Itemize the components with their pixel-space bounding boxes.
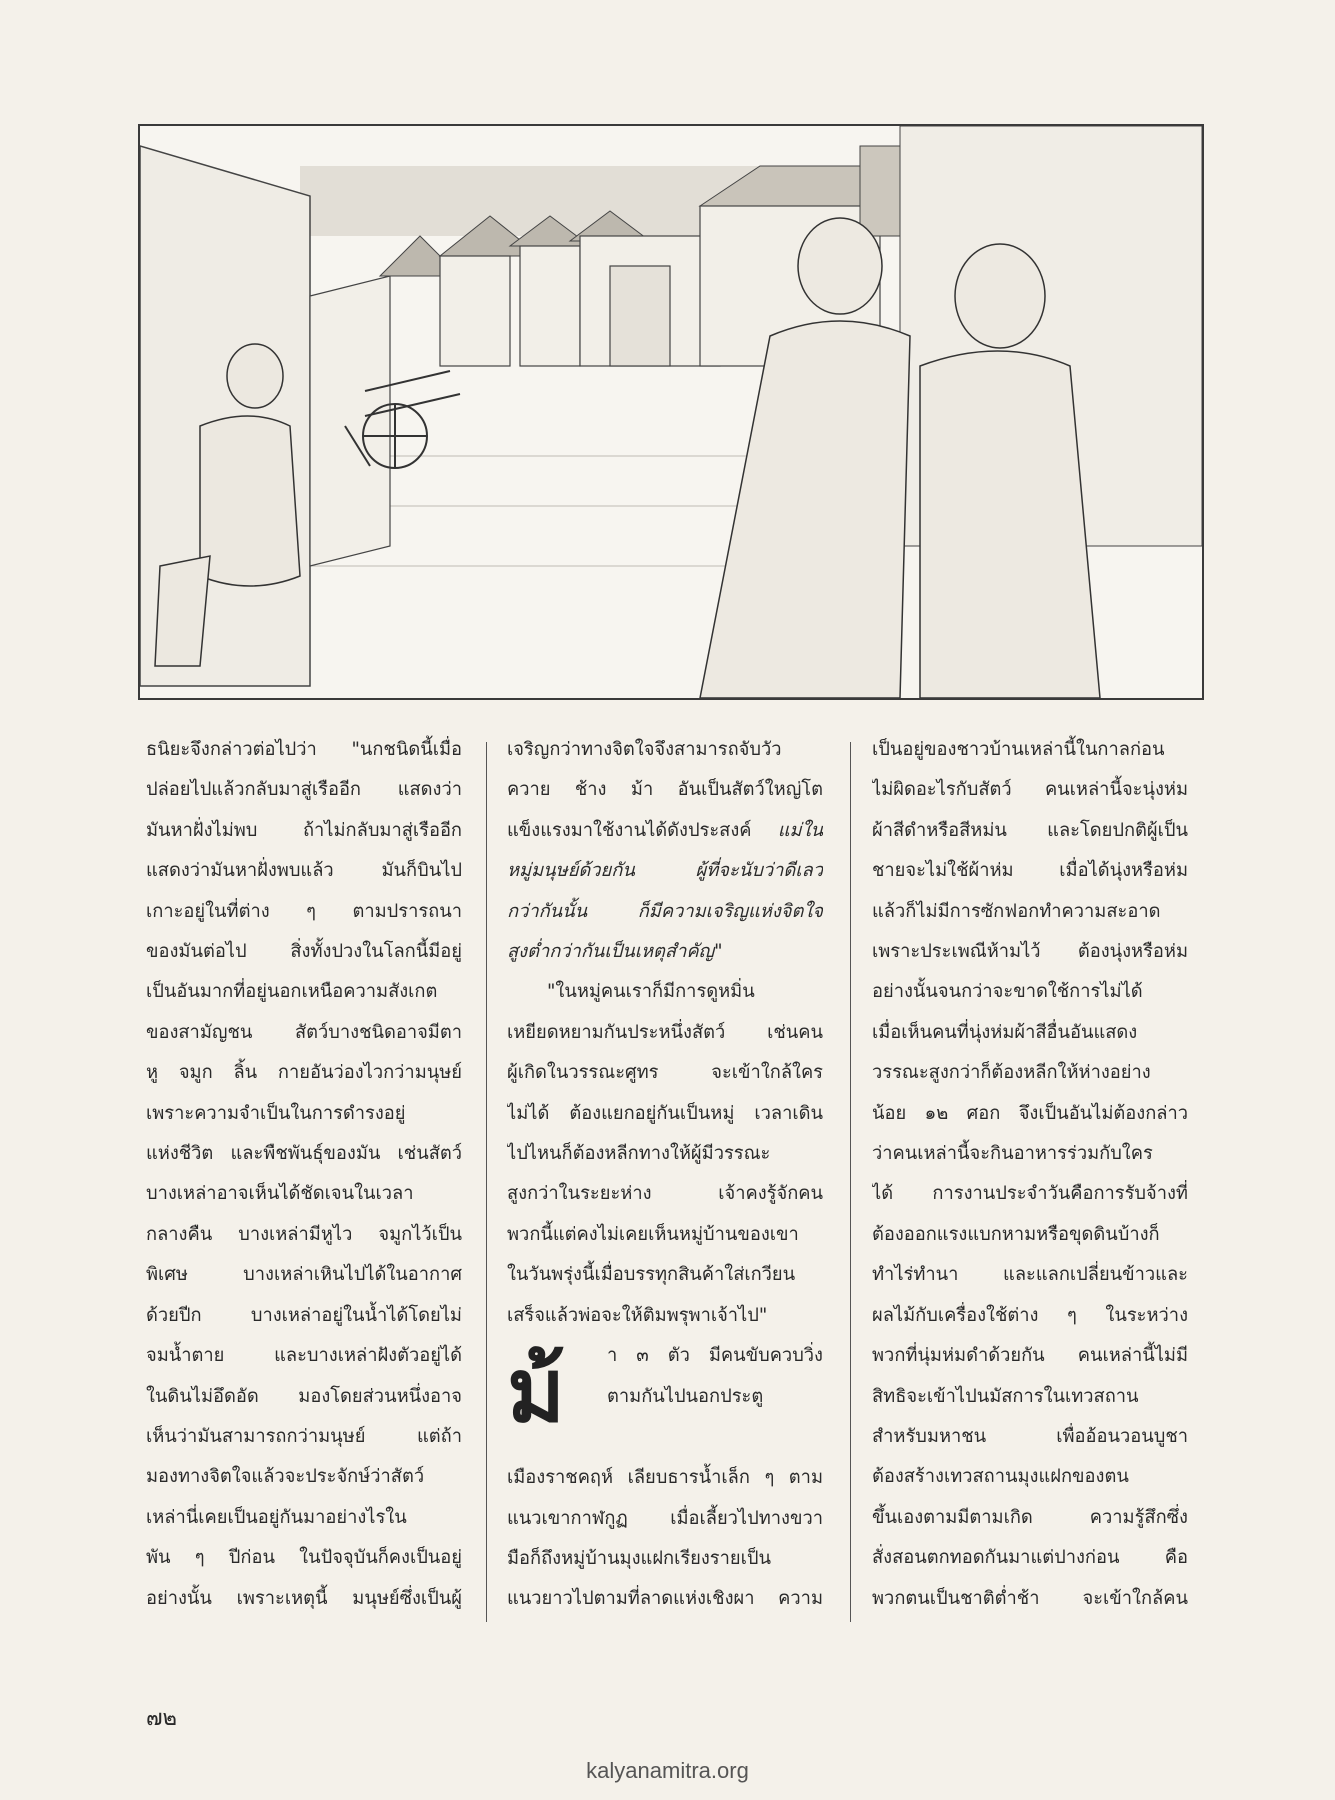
text-line: ตามกันไปนอกประตู [607,1385,764,1407]
text-line: สั่งสอนตกทอดกันมาแต่ปางก่อน คือ [872,1547,1188,1569]
text-line: ธนิยะจึงกล่าวต่อไปว่า "นกชนิดนี้เมื่อ [146,739,462,760]
text-line: ผ้าสีดำหรือสีหม่น และโดยปกติผู้เป็น [872,819,1188,841]
text-line: ต้องออกแรงแบกหามหรือขุดดินบ้างก็ [872,1223,1160,1245]
text-line: มันหาฝั่งไม่พบ ถ้าไม่กลับมาสู่เรืออีก [146,819,462,841]
watermark-link[interactable]: kalyanamitra.org [586,1758,749,1783]
text-line: อย่างนั้น เพราะเหตุนี้ มนุษย์ซึ่งเป็นผู้ [146,1587,462,1609]
text-line: เป็นอยู่ของชาวบ้านเหล่านี้ในกาลก่อน [872,739,1165,760]
text-line: ทำไร่ทำนา และแลกเปลี่ยนข้าวและ [872,1264,1188,1286]
page-number: ๗๒ [146,1706,178,1731]
text-line: ผู้เกิดในวรรณะศูทร จะเข้าใกล้ใคร [507,1062,823,1084]
text-line: แนวยาวไปตามที่ลาดแห่งเชิงผา ความ [507,1588,823,1610]
text-line: แล้วก็ไม่มีการซักฟอกทำความสะอาด [872,900,1161,922]
text-line: ด้วยปีก บางเหล่าอยู่ในน้ำได้โดยไม่ [146,1304,462,1326]
illustration-frame [138,124,1204,700]
text-line: ของมันต่อไป สิ่งทั้งปวงในโลกนี้มีอยู่ [146,941,462,963]
text-line: หู จมูก ลิ้น กายอันว่องไวกว่ามนุษย์ [146,1062,462,1084]
column-divider [486,742,487,1622]
text-line: ในดินไม่อึดอัด มองโดยส่วนหนึ่งอาจ [146,1385,462,1407]
text-line: แนวเขากาฬกูฏ เมื่อเลี้ยวไปทางขวา [507,1507,823,1529]
text-line: พวกที่นุ่มห่มดำด้วยกัน คนเหล่านี้ไม่มี [872,1345,1188,1367]
text-line: ชายจะไม่ใช้ผ้าห่ม เมื่อได้นุ่งหรือห่ม [872,860,1188,882]
text-line: สูงกว่าในระยะห่าง เจ้าคงรู้จักคน [507,1183,823,1205]
text-line: ควาย ช้าง ม้า อันเป็นสัตว์ใหญ่โต [507,779,823,801]
text-line: ต้องสร้างเทวสถานมุงแฝกของตน [872,1466,1129,1488]
text-line: วรรณะสูงกว่าก็ต้องหลีกให้ห่างอย่าง [872,1062,1151,1084]
text-line: มือก็ถึงหมู่บ้านมุงแฝกเรียงรายเป็น [507,1547,771,1569]
text-line: แสดงว่ามันหาฝั่งพบแล้ว มันก็บินไป [146,860,462,882]
text-line: ว่าคนเหล่านี้จะกินอาหารร่วมกับใคร [872,1143,1153,1165]
text-line: พวกตนเป็นชาติต่ำช้า จะเข้าใกล้คน [872,1587,1188,1609]
text-line: ในวันพรุ่งนี้เมื่อบรรทุกสินค้าใส่เกวียน [507,1264,796,1286]
text-line: เมื่อเห็นคนที่นุ่งห่มผ้าสีอื่นอันแสดง [872,1021,1138,1043]
text-line: เพราะประเพณีห้ามไว้ ต้องนุ่งหรือห่ม [872,941,1188,963]
text-line: ผลไม้กับเครื่องใช้ต่าง ๆ ในระหว่าง [872,1304,1188,1326]
dropcap-letter: ม้ [507,1338,566,1443]
italic-line: สูงต่ำกว่ากันเป็นเหตุสำคัญ" [507,941,723,963]
text-line: เพราะความจำเป็นในการดำรงอยู่ [146,1102,406,1124]
text-column-2 [507,730,823,1620]
text-line: เมืองราชคฤห์ เลียบธารน้ำเล็ก ๆ ตาม [507,1467,823,1489]
dropcap-paragraph [507,1336,823,1458]
text-line: ไม่ผิดอะไรกับสัตว์ คนเหล่านี้จะนุ่งห่ม [872,779,1188,801]
text-line: พัน ๆ ปีก่อน ในปัจจุบันก็คงเป็นอยู่ [146,1547,462,1569]
text-line: เกาะอยู่ในที่ต่าง ๆ ตามปรารถนา [146,900,462,922]
text-line: า ๓ ตัว มีคนขับควบวิ่ง [607,1345,823,1367]
text-line: ขึ้นเองตามมีตามเกิด ความรู้สึกซึ่ง [872,1506,1188,1528]
text-line: เป็นอันมากที่อยู่นอกเหนือความสังเกต [146,981,438,1003]
text-line: ไม่ได้ ต้องแยกอยู่กันเป็นหมู่ เวลาเดิน [507,1102,823,1124]
text-line: ปล่อยไปแล้วกลับมาสู่เรืออีก แสดงว่า [146,779,462,801]
italic-line: กว่ากันนั้น ก็มีความเจริญแห่งจิตใจ [507,900,823,922]
text-line: เจริญกว่าทางจิตใจจึงสามารถจับวัว [507,739,782,760]
text-line: พิเศษ บางเหล่าเหินไปได้ในอากาศ [146,1264,462,1286]
text-line: เห็นว่ามันสามารถกว่ามนุษย์ แต่ถ้า [146,1425,462,1447]
text-line: มองทางจิตใจแล้วจะประจักษ์ว่าสัตว์ [146,1466,425,1488]
text-line: พวกนี้แต่คงไม่เคยเห็นหมู่บ้านของเขา [507,1223,799,1245]
text-fragment: แข็งแรงมาใช้งานได้ดังประสงค์ [507,819,752,841]
text-line: อย่างนั้นจนกว่าจะขาดใช้การไม่ได้ [872,981,1143,1003]
text-line: ไปไหนก็ต้องหลีกทางให้ผู้มีวรรณะ [507,1143,771,1165]
text-line: จมน้ำตาย และบางเหล่าฝังตัวอยู่ได้ [146,1345,462,1367]
text-line: ได้ การงานประจำวันคือการรับจ้างที่ [872,1183,1188,1205]
text-line: บางเหล่าอาจเห็นได้ชัดเจนในเวลา [146,1183,414,1205]
text-line: เหยียดหยามกันประหนึ่งสัตว์ เช่นคน [507,1021,823,1043]
text-line: เสร็จแล้วพ่อจะให้ติมพรุพาเจ้าไป" [507,1304,768,1326]
text-line: สิทธิจะเข้าไปนมัสการในเทวสถาน [872,1385,1139,1407]
text-line: ของสามัญชน สัตว์บางชนิดอาจมีตา [146,1021,462,1043]
column-divider [850,742,851,1622]
village-scene-illustration [140,126,1202,698]
text-column-1 [146,730,462,1619]
text-line [507,811,823,851]
text-line: "ในหมู่คนเราก็มีการดูหมิ่น [547,981,755,1003]
text-line: แห่งชีวิต และพืชพันธุ์ของมัน เช่นสัตว์ [146,1143,462,1165]
text-line: สำหรับมหาชน เพื่ออ้อนวอนบูชา [872,1425,1188,1447]
text-column-3 [872,730,1188,1619]
text-line: เหล่านี่เคยเป็นอยู่กันมาอย่างไรใน [146,1506,407,1528]
text-line: กลางคืน บางเหล่ามีหูไว จมูกไว้เป็น [146,1223,462,1245]
text-line: น้อย ๑๒ ศอก จึงเป็นอันไม่ต้องกล่าว [872,1102,1188,1124]
italic-fragment: แม่ใน [777,819,823,841]
italic-line: หมู่มนุษย์ด้วยกัน ผู้ที่จะนับว่าดีเลว [507,860,823,882]
